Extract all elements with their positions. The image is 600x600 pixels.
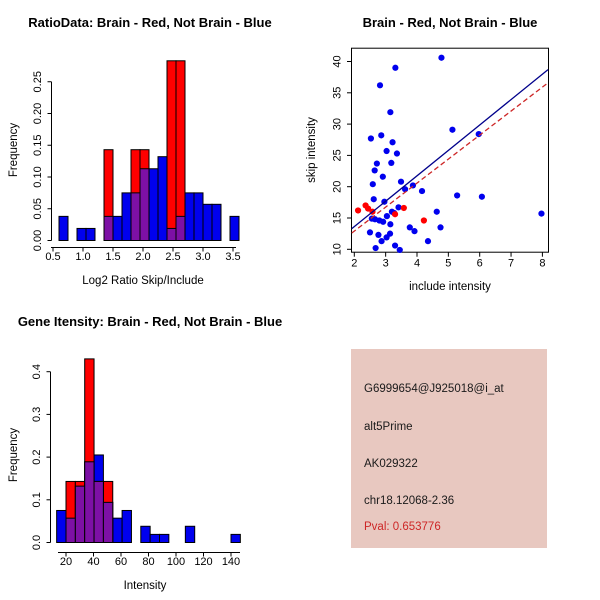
svg-text:5: 5: [445, 257, 452, 270]
svg-text:6: 6: [476, 257, 483, 270]
gene-intensity-histogram-x-axis: [58, 553, 240, 569]
gene-intensity-histogram-xlabel: Intensity: [123, 580, 167, 592]
gene-intensity-histogram-y-axis: [31, 364, 51, 550]
svg-text:35: 35: [331, 86, 344, 99]
svg-text:3.5: 3.5: [225, 251, 241, 263]
locus-text: chr18.12068-2.36: [364, 495, 455, 507]
svg-text:15: 15: [331, 211, 344, 225]
brain-fit-line: [352, 83, 548, 233]
intensity-scatter-y-axis: [332, 55, 352, 255]
svg-text:3: 3: [382, 257, 389, 270]
gene-intensity-histogram-group: [31, 359, 240, 568]
svg-text:0.20: 0.20: [32, 102, 44, 125]
svg-text:0.10: 0.10: [32, 166, 44, 188]
svg-text:0.5: 0.5: [45, 251, 61, 263]
gene-info-panel: [351, 349, 547, 548]
ratio-histogram-x-axis: [45, 248, 240, 264]
svg-text:40: 40: [87, 556, 100, 568]
gene-intensity-histogram-ylabel: Frequency: [8, 427, 20, 483]
svg-text:0.1: 0.1: [31, 492, 43, 508]
svg-text:140: 140: [221, 556, 241, 568]
svg-text:7: 7: [507, 257, 515, 270]
svg-text:4: 4: [413, 257, 421, 270]
intensity-scatter-group: [332, 48, 549, 270]
svg-text:20: 20: [59, 556, 73, 568]
scatter-title: Brain - Red, Not Brain - Blue: [362, 15, 538, 30]
ratio-histogram-xlabel: Log2 Ratio Skip/Include: [82, 275, 204, 287]
svg-text:1.5: 1.5: [105, 251, 121, 263]
svg-text:0.05: 0.05: [32, 198, 44, 220]
svg-text:60: 60: [114, 556, 128, 568]
svg-text:25: 25: [331, 149, 344, 162]
svg-text:0.2: 0.2: [31, 449, 43, 465]
not-brain-fit-line: [352, 70, 548, 229]
svg-text:0.25: 0.25: [32, 71, 44, 93]
svg-text:1.0: 1.0: [75, 251, 91, 263]
ratio-histogram-y-axis: [32, 71, 52, 251]
probe-id-text: G6999654@J925018@i_at: [364, 383, 504, 395]
svg-text:2: 2: [351, 257, 358, 270]
scatter-ylabel: skip intensity: [306, 117, 318, 183]
svg-text:40: 40: [331, 55, 344, 68]
svg-text:0.3: 0.3: [31, 406, 43, 423]
svg-text:2.5: 2.5: [165, 251, 181, 263]
svg-text:100: 100: [166, 556, 186, 568]
pval-text: Pval: 0.653776: [364, 521, 441, 533]
svg-text:30: 30: [331, 117, 344, 131]
svg-text:2.0: 2.0: [135, 251, 151, 263]
accession-text: AK029322: [364, 458, 418, 470]
gene-intensity-histogram-title: Gene Itensity: Brain - Red, Not Brain - Blue: [17, 314, 283, 329]
ratio-histogram-group: [32, 61, 241, 263]
svg-text:10: 10: [331, 243, 344, 256]
svg-text:8: 8: [539, 257, 546, 270]
scatter-xlabel: include intensity: [409, 281, 491, 293]
intensity-scatter-x-axis: [351, 252, 545, 270]
svg-text:20: 20: [331, 180, 344, 193]
splice-type-text: alt5Prime: [364, 421, 413, 433]
ratio-histogram-ylabel: Frequency: [8, 122, 20, 178]
svg-text:0.00: 0.00: [32, 229, 44, 252]
svg-text:80: 80: [142, 556, 155, 568]
svg-text:0.4: 0.4: [31, 364, 43, 380]
svg-text:0.0: 0.0: [31, 534, 43, 551]
svg-text:3.0: 3.0: [195, 251, 211, 263]
svg-text:120: 120: [194, 556, 213, 568]
svg-text:0.15: 0.15: [32, 134, 44, 156]
ratio-histogram-title: RatioData: Brain - Red, Not Brain - Blue: [28, 15, 272, 30]
